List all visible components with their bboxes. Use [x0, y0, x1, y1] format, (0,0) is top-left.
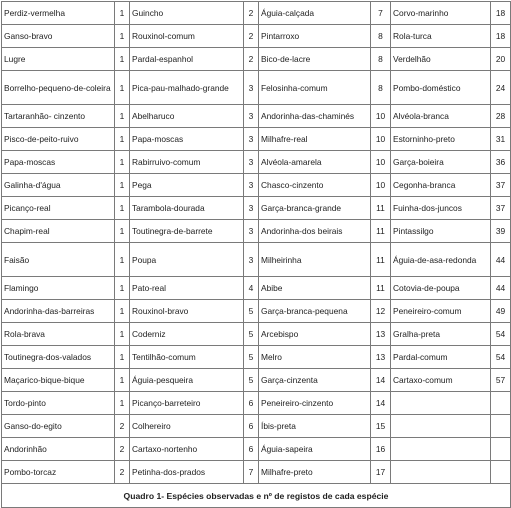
record-count-cell: 11 [371, 243, 391, 277]
species-name-cell: Íbis-preta [259, 415, 371, 438]
record-count-cell: 3 [244, 128, 259, 151]
record-count-cell: 4 [244, 277, 259, 300]
record-count-cell: 2 [115, 415, 130, 438]
species-name-cell: Peneireiro-comum [391, 300, 491, 323]
record-count-cell: 3 [244, 105, 259, 128]
species-name-cell: Chasco-cinzento [259, 174, 371, 197]
record-count-cell: 2 [244, 48, 259, 71]
record-count-cell: 57 [491, 369, 511, 392]
record-count-cell [491, 438, 511, 461]
species-name-cell: Garça-branca-pequena [259, 300, 371, 323]
species-name-cell: Galinha-d'água [2, 174, 115, 197]
table-row [2, 415, 511, 438]
record-count-cell: 7 [371, 2, 391, 25]
record-count-cell [491, 392, 511, 415]
record-count-cell: 1 [115, 71, 130, 105]
record-count-cell: 5 [244, 346, 259, 369]
table-row [2, 300, 511, 323]
species-name-cell: Ganso-do-egito [2, 415, 115, 438]
species-name-cell: Maçarico-bique-bique [2, 369, 115, 392]
table-row [2, 25, 511, 48]
record-count-cell: 10 [371, 128, 391, 151]
species-name-cell: Tarambola-dourada [130, 197, 244, 220]
table-row [2, 277, 511, 300]
species-name-cell [391, 461, 491, 484]
table-row [2, 243, 511, 277]
record-count-cell: 1 [115, 197, 130, 220]
species-name-cell: Águia-pesqueira [130, 369, 244, 392]
species-name-cell: Rola-turca [391, 25, 491, 48]
species-name-cell: Tartaranhão- cinzento [2, 105, 115, 128]
record-count-cell: 1 [115, 369, 130, 392]
species-name-cell: Garça-branca-grande [259, 197, 371, 220]
table-row [2, 369, 511, 392]
species-name-cell: Garça-boieira [391, 151, 491, 174]
record-count-cell: 36 [491, 151, 511, 174]
record-count-cell: 3 [244, 174, 259, 197]
record-count-cell: 2 [115, 438, 130, 461]
species-name-cell: Águia-sapeira [259, 438, 371, 461]
species-table [1, 1, 511, 508]
record-count-cell: 14 [371, 392, 391, 415]
species-name-cell: Cotovia-de-poupa [391, 277, 491, 300]
record-count-cell: 7 [244, 461, 259, 484]
record-count-cell: 2 [115, 461, 130, 484]
record-count-cell: 44 [491, 277, 511, 300]
record-count-cell: 8 [371, 71, 391, 105]
record-count-cell: 1 [115, 151, 130, 174]
species-name-cell: Tentilhão-comum [130, 346, 244, 369]
record-count-cell: 39 [491, 220, 511, 243]
table-row [2, 105, 511, 128]
species-name-cell: Pintassilgo [391, 220, 491, 243]
species-name-cell: Corvo-marinho [391, 2, 491, 25]
record-count-cell: 1 [115, 323, 130, 346]
species-name-cell: Toutinegra-dos-valados [2, 346, 115, 369]
species-name-cell: Gralha-preta [391, 323, 491, 346]
species-name-cell: Milhafre-real [259, 128, 371, 151]
species-name-cell: Felosinha-comum [259, 71, 371, 105]
table-row [2, 197, 511, 220]
record-count-cell: 28 [491, 105, 511, 128]
species-name-cell [391, 438, 491, 461]
species-name-cell: Andorinha-das-barreiras [2, 300, 115, 323]
record-count-cell: 11 [371, 277, 391, 300]
record-count-cell: 37 [491, 174, 511, 197]
species-name-cell: Cartaxo-comum [391, 369, 491, 392]
record-count-cell: 15 [371, 415, 391, 438]
species-name-cell: Peneireiro-cinzento [259, 392, 371, 415]
record-count-cell: 1 [115, 277, 130, 300]
species-name-cell: Ganso-bravo [2, 25, 115, 48]
table-row [2, 438, 511, 461]
species-name-cell: Pardal-comum [391, 346, 491, 369]
species-name-cell: Lugre [2, 48, 115, 71]
record-count-cell: 54 [491, 323, 511, 346]
species-name-cell: Abibe [259, 277, 371, 300]
species-name-cell: Fuinha-dos-juncos [391, 197, 491, 220]
table-row [2, 2, 511, 25]
record-count-cell: 2 [244, 2, 259, 25]
table-row [2, 220, 511, 243]
species-name-cell: Melro [259, 346, 371, 369]
table-row [2, 128, 511, 151]
record-count-cell: 10 [371, 105, 391, 128]
species-name-cell: Toutinegra-de-barrete [130, 220, 244, 243]
species-name-cell [391, 392, 491, 415]
record-count-cell: 37 [491, 197, 511, 220]
record-count-cell: 44 [491, 243, 511, 277]
table-row [2, 346, 511, 369]
table-caption: Quadro 1- Espécies observadas e nº de registos de cada espécie [2, 484, 511, 508]
table-row [2, 71, 511, 105]
record-count-cell: 11 [371, 197, 391, 220]
table-row [2, 323, 511, 346]
species-name-cell: Andorinha-dos beirais [259, 220, 371, 243]
record-count-cell: 6 [244, 438, 259, 461]
record-count-cell: 1 [115, 300, 130, 323]
species-name-cell: Alvéola-branca [391, 105, 491, 128]
table-row [2, 174, 511, 197]
species-name-cell: Pombo-doméstico [391, 71, 491, 105]
species-name-cell: Perdiz-vermelha [2, 2, 115, 25]
species-name-cell: Picanço-barreteiro [130, 392, 244, 415]
record-count-cell: 6 [244, 415, 259, 438]
record-count-cell: 2 [244, 25, 259, 48]
species-name-cell: Andorinha-das-chaminés [259, 105, 371, 128]
record-count-cell: 3 [244, 243, 259, 277]
species-table-body [2, 2, 511, 484]
record-count-cell: 8 [371, 25, 391, 48]
record-count-cell: 1 [115, 392, 130, 415]
species-name-cell: Guincho [130, 2, 244, 25]
species-name-cell: Cartaxo-nortenho [130, 438, 244, 461]
record-count-cell [491, 415, 511, 438]
species-name-cell: Cegonha-branca [391, 174, 491, 197]
record-count-cell: 49 [491, 300, 511, 323]
species-name-cell: Chapim-real [2, 220, 115, 243]
record-count-cell: 10 [371, 174, 391, 197]
species-name-cell: Águia-de-asa-redonda [391, 243, 491, 277]
record-count-cell: 18 [491, 25, 511, 48]
document-page [1, 1, 510, 501]
record-count-cell: 6 [244, 392, 259, 415]
species-name-cell: Papa-moscas [130, 128, 244, 151]
record-count-cell: 1 [115, 105, 130, 128]
species-name-cell: Rouxinol-comum [130, 25, 244, 48]
species-name-cell: Picanço-real [2, 197, 115, 220]
record-count-cell: 18 [491, 2, 511, 25]
record-count-cell: 1 [115, 48, 130, 71]
species-name-cell: Flamingo [2, 277, 115, 300]
species-name-cell: Verdelhão [391, 48, 491, 71]
record-count-cell: 5 [244, 323, 259, 346]
record-count-cell: 10 [371, 151, 391, 174]
record-count-cell: 1 [115, 174, 130, 197]
record-count-cell: 8 [371, 48, 391, 71]
species-name-cell: Rabirruivo-comum [130, 151, 244, 174]
table-row [2, 48, 511, 71]
species-name-cell: Colhereiro [130, 415, 244, 438]
species-name-cell: Pintarroxo [259, 25, 371, 48]
species-name-cell: Pardal-espanhol [130, 48, 244, 71]
species-name-cell: Poupa [130, 243, 244, 277]
species-name-cell [391, 415, 491, 438]
table-row [2, 461, 511, 484]
species-name-cell: Faisão [2, 243, 115, 277]
species-name-cell: Abelharuco [130, 105, 244, 128]
record-count-cell: 54 [491, 346, 511, 369]
record-count-cell: 24 [491, 71, 511, 105]
species-name-cell: Pombo-torcaz [2, 461, 115, 484]
record-count-cell: 5 [244, 369, 259, 392]
record-count-cell: 1 [115, 346, 130, 369]
species-name-cell: Arcebispo [259, 323, 371, 346]
species-name-cell: Rola-brava [2, 323, 115, 346]
species-name-cell: Papa-moscas [2, 151, 115, 174]
record-count-cell: 13 [371, 323, 391, 346]
species-name-cell: Pega [130, 174, 244, 197]
species-name-cell: Pica-pau-malhado-grande [130, 71, 244, 105]
species-name-cell: Petinha-dos-prados [130, 461, 244, 484]
record-count-cell [491, 461, 511, 484]
species-name-cell: Tordo-pinto [2, 392, 115, 415]
record-count-cell: 3 [244, 71, 259, 105]
record-count-cell: 1 [115, 25, 130, 48]
record-count-cell: 3 [244, 151, 259, 174]
record-count-cell: 1 [115, 220, 130, 243]
record-count-cell: 1 [115, 2, 130, 25]
species-name-cell: Pato-real [130, 277, 244, 300]
record-count-cell: 11 [371, 220, 391, 243]
record-count-cell: 3 [244, 220, 259, 243]
record-count-cell: 20 [491, 48, 511, 71]
record-count-cell: 14 [371, 369, 391, 392]
record-count-cell: 31 [491, 128, 511, 151]
species-name-cell: Garça-cinzenta [259, 369, 371, 392]
species-name-cell: Águia-calçada [259, 2, 371, 25]
record-count-cell: 17 [371, 461, 391, 484]
species-name-cell: Pisco-de-peito-ruivo [2, 128, 115, 151]
record-count-cell: 1 [115, 243, 130, 277]
species-name-cell: Rouxinol-bravo [130, 300, 244, 323]
record-count-cell: 16 [371, 438, 391, 461]
record-count-cell: 13 [371, 346, 391, 369]
species-name-cell: Andorinhão [2, 438, 115, 461]
table-row [2, 151, 511, 174]
record-count-cell: 5 [244, 300, 259, 323]
record-count-cell: 12 [371, 300, 391, 323]
species-name-cell: Estorninho-preto [391, 128, 491, 151]
table-row [2, 392, 511, 415]
species-name-cell: Coderniz [130, 323, 244, 346]
species-name-cell: Milhafre-preto [259, 461, 371, 484]
species-name-cell: Alvéola-amarela [259, 151, 371, 174]
species-name-cell: Borrelho-pequeno-de-coleira [2, 71, 115, 105]
record-count-cell: 3 [244, 197, 259, 220]
species-name-cell: Milheirinha [259, 243, 371, 277]
species-name-cell: Bico-de-lacre [259, 48, 371, 71]
record-count-cell: 1 [115, 128, 130, 151]
